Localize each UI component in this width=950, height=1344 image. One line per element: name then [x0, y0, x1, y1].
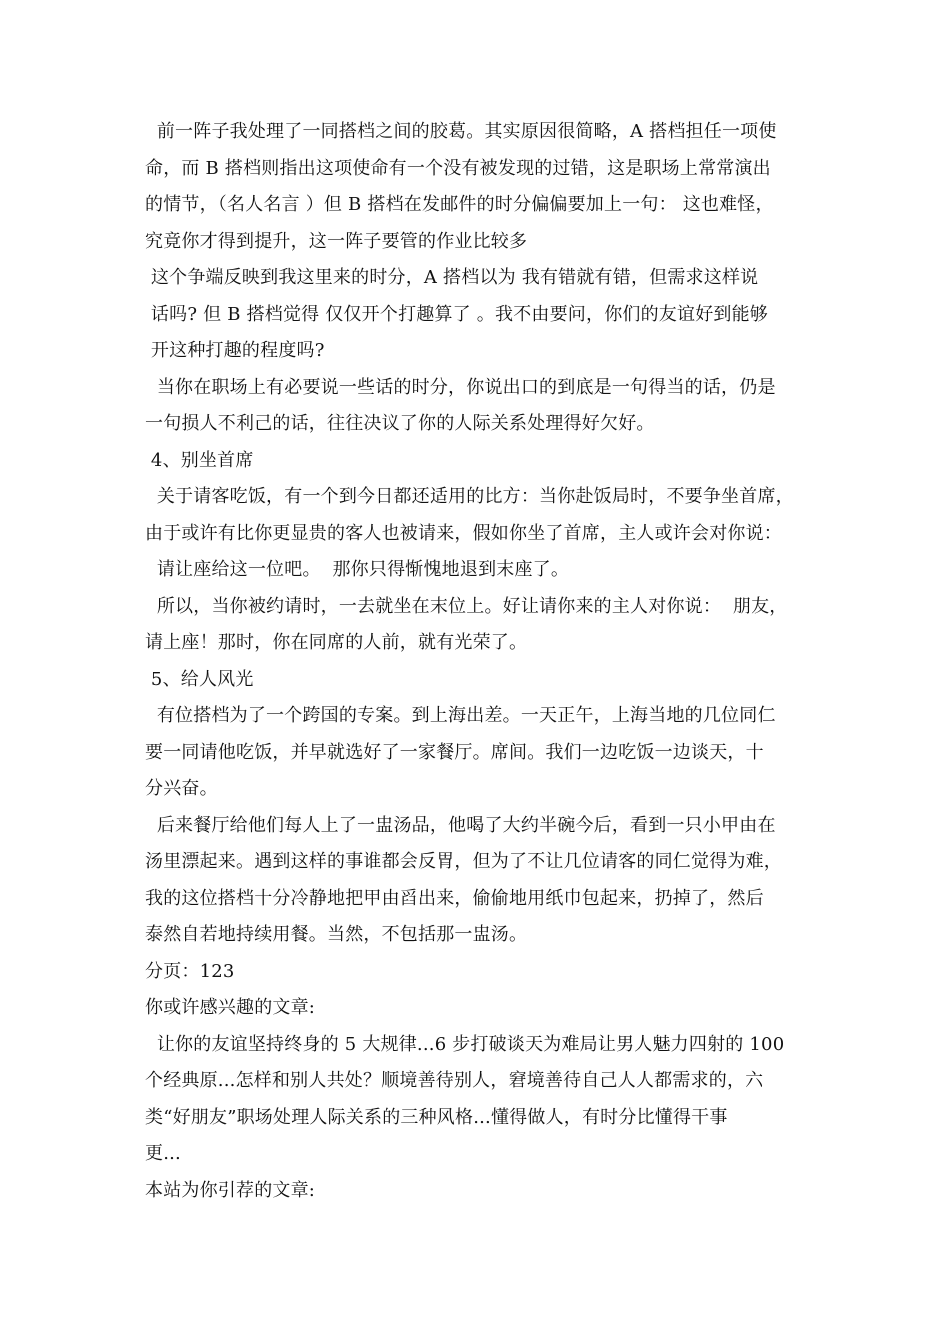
text-line: 究竟你才得到提升，这一阵子要管的作业比较多: [145, 230, 528, 252]
text-line: 要一同请他吃饭，并早就选好了一家餐厅。席间。我们一边吃饭一边谈天，十: [145, 741, 764, 763]
text-line: 所以，当你被约请时，一去就坐在末位上。好让请你来的主人对你说： 朋友，: [145, 595, 788, 617]
text-line: 前一阵子我处理了一同搭档之间的胶葛。其实原因很简略，A 搭档担任一项使: [145, 121, 777, 142]
text-line: 我的这位搭档十分冷静地把甲由舀出来，偷偷地用纸巾包起来，扔掉了，然后: [145, 887, 764, 909]
text-line: 由于或许有比你更显贵的客人也被请来，假如你坐了首席，主人或许会对你说：: [145, 522, 782, 544]
related-articles-heading: 你或许感兴趣的文章:: [145, 997, 316, 1018]
article-body: [145, 114, 810, 1209]
section-heading: 4、别坐首席: [145, 449, 254, 471]
text-line: 话吗? 但 B 搭档觉得 仅仅开个打趣算了 。我不由要问，你们的友谊好到能够: [145, 303, 769, 325]
related-articles-text: 类“好朋友”职场处理人际关系的三种风格...懂得做人，有时分比懂得干事: [145, 1106, 728, 1128]
text-line: 后来餐厅给他们每人上了一盅汤品，他喝了大约半碗今后，看到一只小甲由在: [145, 814, 776, 836]
related-articles-text: 更...: [145, 1143, 181, 1164]
text-line: 请上座！那时，你在同席的人前，就有光荣了。: [145, 632, 528, 653]
related-articles-text: 个经典原...怎样和别人共处？顺境善待别人，窘境善待自己人人都需求的，六: [145, 1070, 764, 1091]
related-articles-text: 让你的友谊坚持终身的 5 大规律...6 步打破谈天为难局让男人魅力四射的 100: [145, 1033, 785, 1055]
text-line: 的情节，（名人名言 ）但 B 搭档在发邮件的时分偏偏要加上一句： 这也难怪，: [145, 194, 774, 215]
text-line: 一句损人不利己的话，往往决议了你的人际关系处理得好欠好。: [145, 413, 655, 434]
text-line: 这个争端反映到我这里来的时分，A 搭档以为 我有错就有错，但需求这样说: [145, 267, 759, 288]
pagination: 分页：123: [145, 960, 235, 982]
text-line: 泰然自若地持续用餐。当然，不包括那一盅汤。: [145, 924, 528, 945]
section-heading: 5、给人风光: [145, 668, 254, 690]
text-line: 请让座给这一位吧。 那你只得惭愧地退到末座了。: [145, 559, 570, 580]
text-line: 命，而 B 搭档则指出这项使命有一个没有被发现的过错，这是职场上常常演出: [145, 157, 771, 179]
text-line: 汤里漂起来。遇到这样的事谁都会反胃，但为了不让几位请客的同仁觉得为难，: [145, 851, 782, 872]
text-line: 有位搭档为了一个跨国的专案。到上海出差。一天正午，上海当地的几位同仁: [145, 705, 776, 726]
text-line: 开这种打趣的程度吗?: [145, 340, 325, 361]
text-line: 当你在职场上有必要说一些话的时分，你说出口的到底是一句得当的话，仍是: [145, 376, 776, 398]
text-line: 关于请客吃饭，有一个到今日都还适用的比方：当你赴饭局时，不要争坐首席，: [145, 486, 794, 507]
recommended-articles-heading: 本站为你引荐的文章:: [145, 1179, 316, 1201]
text-line: 分兴奋。: [145, 778, 218, 799]
